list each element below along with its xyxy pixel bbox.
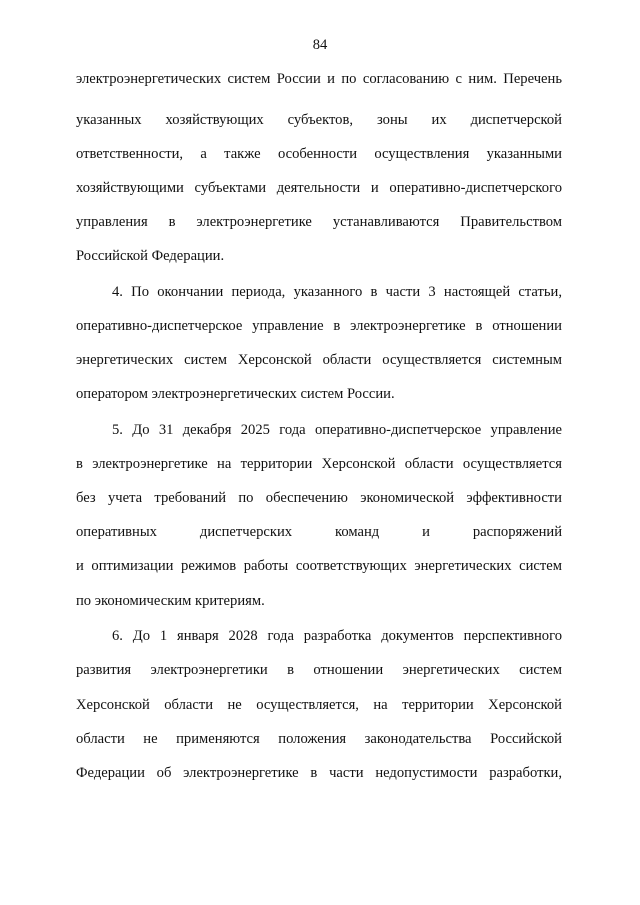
text-line: оператором электроэнергетических систем России. [76,386,395,402]
text-line: управления в электроэнергетике устанавливаются Правительством [76,214,562,230]
text-line: энергетических систем Херсонской области осуществляется системным [76,352,562,368]
text-line: Федерации об электроэнергетике в части недопустимости разработки, [76,765,562,781]
paragraph-first-line: 4. По окончании периода, указанного в части 3 настоящей статьи, [112,284,562,300]
text-line: ответственности, а также особенности осуществления указанными [76,146,562,162]
text-line: хозяйствующими субъектами деятельности и оперативно-диспетчерского [76,180,562,196]
text-line: развития электроэнергетики в отношении энергетических систем [76,662,562,678]
text-line: в электроэнергетике на территории Херсонской области осуществляется [76,456,562,472]
page-number: 84 [312,37,328,53]
text-line: электроэнергетических систем России и по согласованию с ним. Перечень [76,71,562,87]
paragraph-first-line: 6. До 1 января 2028 года разработка документов перспективного [112,628,562,644]
text-line: по экономическим критериям. [76,593,265,609]
paragraph-first-line: 5. До 31 декабря 2025 года оперативно-диспетчерское управление [112,422,562,438]
text-line: Российской Федерации. [76,248,225,264]
text-line: и оптимизации режимов работы соответствующих энергетических систем [76,558,562,574]
text-line: оперативно-диспетчерское управление в электроэнергетике в отношении [76,318,562,334]
text-line: области не применяются положения законодательства Российской [76,731,562,747]
text-line: оперативных диспетчерских команд и распоряжений [76,524,562,540]
text-line: Херсонской области не осуществляется, на территории Херсонской [76,697,562,713]
text-line: указанных хозяйствующих субъектов, зоны их диспетчерской [76,112,562,128]
text-line: без учета требований по обеспечению экономической эффективности [76,490,562,506]
